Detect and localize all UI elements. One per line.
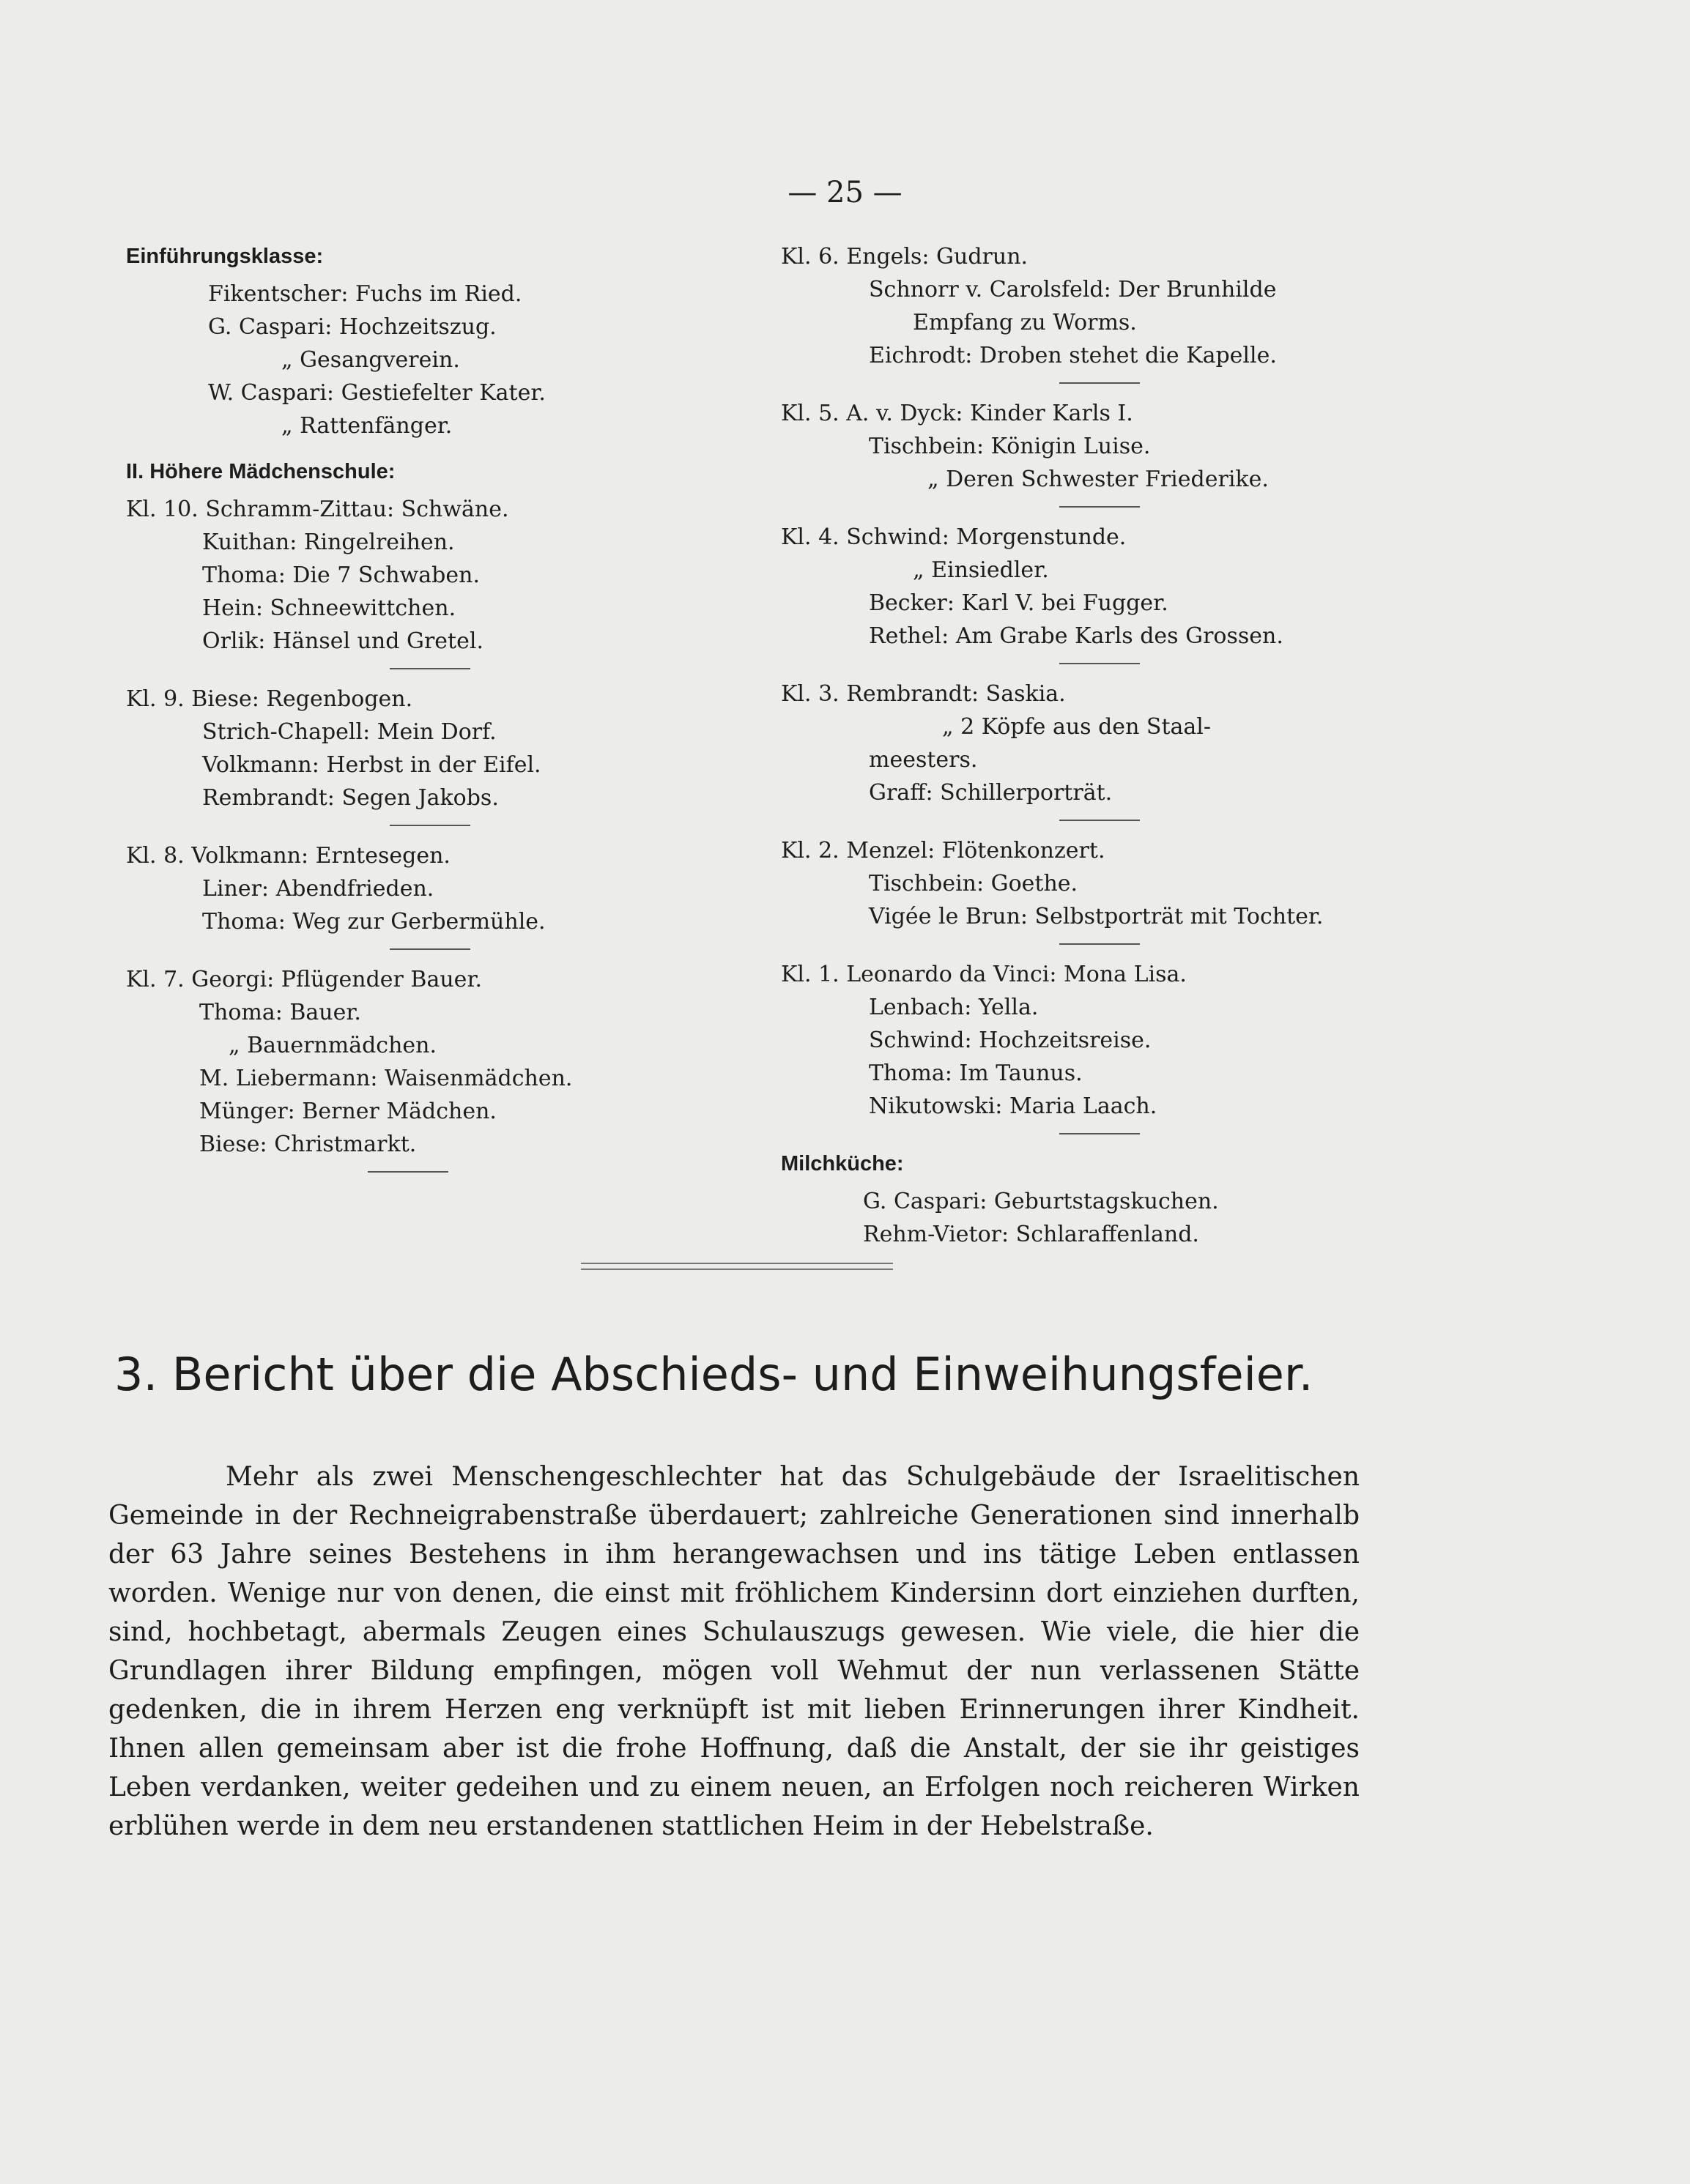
list-item: Fikentscher: Fuchs im Ried. <box>208 281 522 307</box>
list-item: Kl. 9. Biese: Regenbogen. <box>126 686 413 712</box>
list-item: Strich-Chapell: Mein Dorf. <box>202 719 497 745</box>
list-item: Rembrandt: Segen Jakobs. <box>202 785 499 811</box>
right-column <box>781 240 1521 1251</box>
list-item: Tischbein: Königin Luise. <box>869 434 1151 459</box>
section-heading-hoehere-maedchenschule: II. Höhere Mädchenschule: <box>126 460 396 483</box>
kl4-list <box>781 521 1521 653</box>
list-item: Nikutowski: Maria Laach. <box>869 1093 1157 1119</box>
divider <box>1059 943 1140 945</box>
page-number: — 25 — <box>787 176 903 209</box>
einfuehrungsklasse-list <box>126 278 727 442</box>
divider <box>1059 506 1140 508</box>
list-item: Kl. 8. Volkmann: Erntesegen. <box>126 843 451 869</box>
kl7-list <box>126 963 727 1161</box>
kl5-list <box>781 397 1521 496</box>
milchkueche-list <box>781 1185 1521 1251</box>
list-item: meesters. <box>869 747 978 773</box>
divider <box>1059 1133 1140 1134</box>
list-item: Thoma: Im Taunus. <box>869 1061 1083 1086</box>
list-item: Münger: Berner Mädchen. <box>199 1099 497 1124</box>
list-item: M. Liebermann: Waisenmädchen. <box>199 1066 573 1091</box>
list-item: Kl. 5. A. v. Dyck: Kinder Karls I. <box>781 401 1133 426</box>
kl10-list <box>126 493 727 658</box>
list-item: Eichrodt: Droben stehet die Kapelle. <box>869 343 1277 368</box>
divider <box>390 668 470 669</box>
list-item: Becker: Karl V. bei Fugger. <box>869 590 1168 616</box>
left-column <box>126 240 727 1186</box>
list-item: Empfang zu Worms. <box>913 310 1137 335</box>
section-heading-einfuehrungsklasse: Einführungsklasse: <box>126 245 324 268</box>
list-item: Hein: Schneewittchen. <box>202 595 456 621</box>
list-item: Thoma: Die 7 Schwaben. <box>202 562 480 588</box>
section-heading-milchkueche: Milchküche: <box>781 1152 904 1175</box>
list-item: Rehm-Vietor: Schlaraffenland. <box>863 1222 1199 1247</box>
list-item: Kl. 7. Georgi: Pflügender Bauer. <box>126 967 483 992</box>
divider <box>390 825 470 826</box>
divider <box>1059 382 1140 384</box>
list-item: Rethel: Am Grabe Karls des Grossen. <box>869 623 1283 649</box>
list-item: Kl. 2. Menzel: Flötenkonzert. <box>781 838 1105 863</box>
list-item: Kl. 4. Schwind: Morgenstunde. <box>781 524 1127 550</box>
list-item: „ Gesangverein. <box>281 347 460 373</box>
list-item: „ Einsiedler. <box>913 557 1049 583</box>
divider <box>1059 820 1140 821</box>
list-item: Biese: Christmarkt. <box>199 1132 417 1157</box>
kl2-list <box>781 834 1521 933</box>
list-item: Liner: Abendfrieden. <box>202 876 434 902</box>
list-item: Thoma: Weg zur Gerbermühle. <box>202 909 546 935</box>
list-item: Vigée le Brun: Selbstporträt mit Tochter. <box>869 904 1324 929</box>
kl6-list <box>781 240 1521 372</box>
kl9-list <box>126 683 727 814</box>
list-item: G. Caspari: Geburtstagskuchen. <box>863 1189 1219 1214</box>
body-paragraph: Mehr als zwei Menschengeschlechter hat das Schulgebäude der Israelitischen Gemeinde in der Rechneigrabenstraße überdauert; zahlreiche Generationen sind innerhalb der 63 Jahre seines Bestehens in ihm herangewachsen und ins tätige Leben entlassen worden. Wenige nur von denen, die einst mit fröhlichem Kindersinn dort einziehen durften, sind, hochbetagt, abermals Zeugen eines Schulauszugs gewesen. Wie viele, die hier die Grundlagen ihrer Bildung empfingen, mögen voll Wehmut der nun verlassenen Stätte gedenken, die in ihrem Herzen eng verknüpft ist mit lieben Erinnerungen ihrer Kindheit. Ihnen allen gemeinsam aber ist die frohe Hoffnung, daß die Anstalt, der sie ihr geistiges Leben verdanken, weiter gedeihen und zu einem neuen, an Erfolgen noch reicheren Wirken erblühen werde in dem neu erstandenen stattlichen Heim in der Hebelstraße. <box>108 1462 1360 1841</box>
list-item: „ Bauernmädchen. <box>229 1033 437 1058</box>
divider <box>1059 663 1140 664</box>
list-item: Kuithan: Ringelreihen. <box>202 530 455 555</box>
section-separator <box>581 1263 893 1274</box>
list-item: Kl. 10. Schramm-Zittau: Schwäne. <box>126 497 509 522</box>
kl8-list <box>126 839 727 938</box>
list-item: W. Caspari: Gestiefelter Kater. <box>208 380 546 406</box>
list-item: „ Deren Schwester Friederike. <box>927 467 1269 492</box>
kl3-list <box>781 677 1521 809</box>
section-heading-bericht: 3. Bericht über die Abschieds- und Einweihungsfeier. <box>114 1348 1313 1401</box>
divider <box>368 1171 448 1173</box>
list-item: Schnorr v. Carolsfeld: Der Brunhilde <box>869 277 1277 302</box>
kl1-list <box>781 958 1521 1123</box>
list-item: Volkmann: Herbst in der Eifel. <box>202 752 541 778</box>
list-item: Kl. 3. Rembrandt: Saskia. <box>781 681 1066 707</box>
list-item: Orlik: Hänsel und Gretel. <box>202 628 483 654</box>
list-item: Schwind: Hochzeitsreise. <box>869 1028 1152 1053</box>
list-item: Lenbach: Yella. <box>869 995 1039 1020</box>
divider <box>390 948 470 950</box>
list-item: Kl. 6. Engels: Gudrun. <box>781 244 1029 270</box>
list-item: Graff: Schillerporträt. <box>869 780 1113 806</box>
list-item: „ Rattenfänger. <box>281 413 453 439</box>
list-item: Tischbein: Goethe. <box>869 871 1078 896</box>
list-item: Kl. 1. Leonardo da Vinci: Mona Lisa. <box>781 962 1187 987</box>
list-item: „ 2 Köpfe aus den Staal- <box>942 714 1212 740</box>
list-item: G. Caspari: Hochzeitszug. <box>208 314 497 340</box>
list-item: Thoma: Bauer. <box>199 1000 361 1025</box>
